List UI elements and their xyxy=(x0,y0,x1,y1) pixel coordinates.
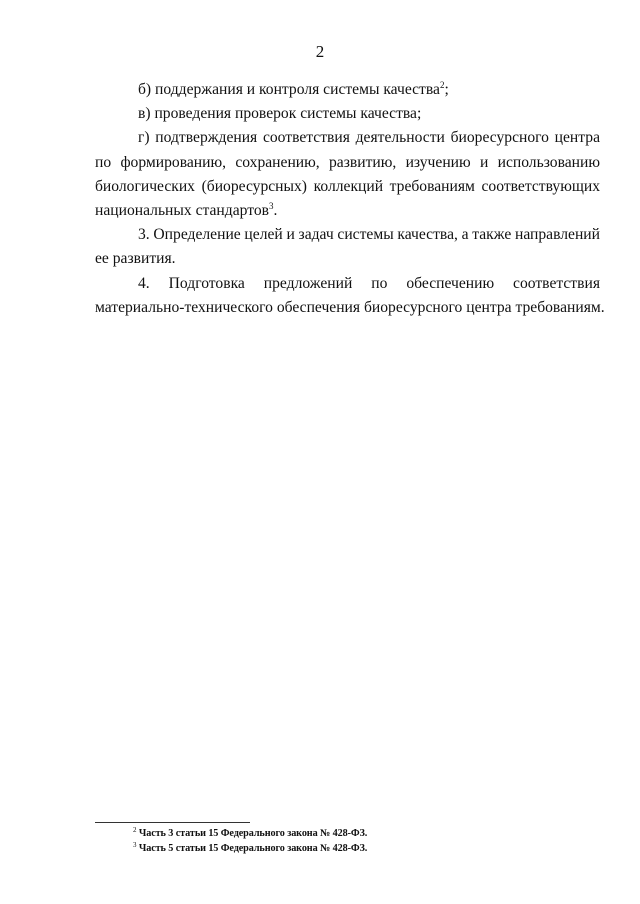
footnote-mark: 3 xyxy=(133,841,137,849)
text-line: по формированию, сохранению, развитию, изучению и использованию xyxy=(95,153,600,171)
paragraph-b xyxy=(95,78,600,102)
text-line: биологических (биоресурсных) коллекций требованиям соответствующих xyxy=(95,177,600,195)
paragraph-4-line xyxy=(95,272,600,296)
footnote-mark: 2 xyxy=(133,826,137,834)
paragraph-g-line xyxy=(95,175,600,199)
paragraph-v: в) проведения проверок системы качества; xyxy=(138,105,422,123)
paragraph-4-line: материально-технического обеспечения биоресурсного центра требованиям. xyxy=(95,298,605,316)
paragraph-g-line xyxy=(95,199,600,223)
paragraph-3-line: ее развития. xyxy=(95,250,176,268)
footnote-separator xyxy=(95,822,250,823)
paragraph-g-line xyxy=(95,126,600,150)
footnote-text: Часть 3 статьи 15 Федерального закона № 428-ФЗ. xyxy=(138,828,368,839)
text-line: ; xyxy=(444,81,449,98)
text-line: г) подтверждения соответствия деятельности биоресурсного центра xyxy=(138,129,600,147)
footnote-2 xyxy=(133,827,367,840)
text-line: 4. Подготовка предложений по обеспечению соответствия xyxy=(138,274,600,292)
document-body xyxy=(95,78,605,320)
text-line: национальных стандартов xyxy=(95,201,269,219)
footnote-3 xyxy=(133,842,367,855)
paragraph-3-line xyxy=(95,223,600,247)
page-number: 2 xyxy=(315,42,325,61)
footnote-text: Часть 5 статьи 15 Федерального закона № 428-ФЗ. xyxy=(138,843,368,854)
footnote-ref[interactable]: 2 xyxy=(439,80,445,90)
footnote-ref[interactable]: 3 xyxy=(268,200,274,211)
text-line: 3. Определение целей и задач системы качества, а также направлений xyxy=(138,226,600,244)
text-line: б) поддержания и контроля системы качества xyxy=(138,81,440,98)
paragraph-g-line xyxy=(95,151,600,175)
text-line: . xyxy=(273,201,278,219)
